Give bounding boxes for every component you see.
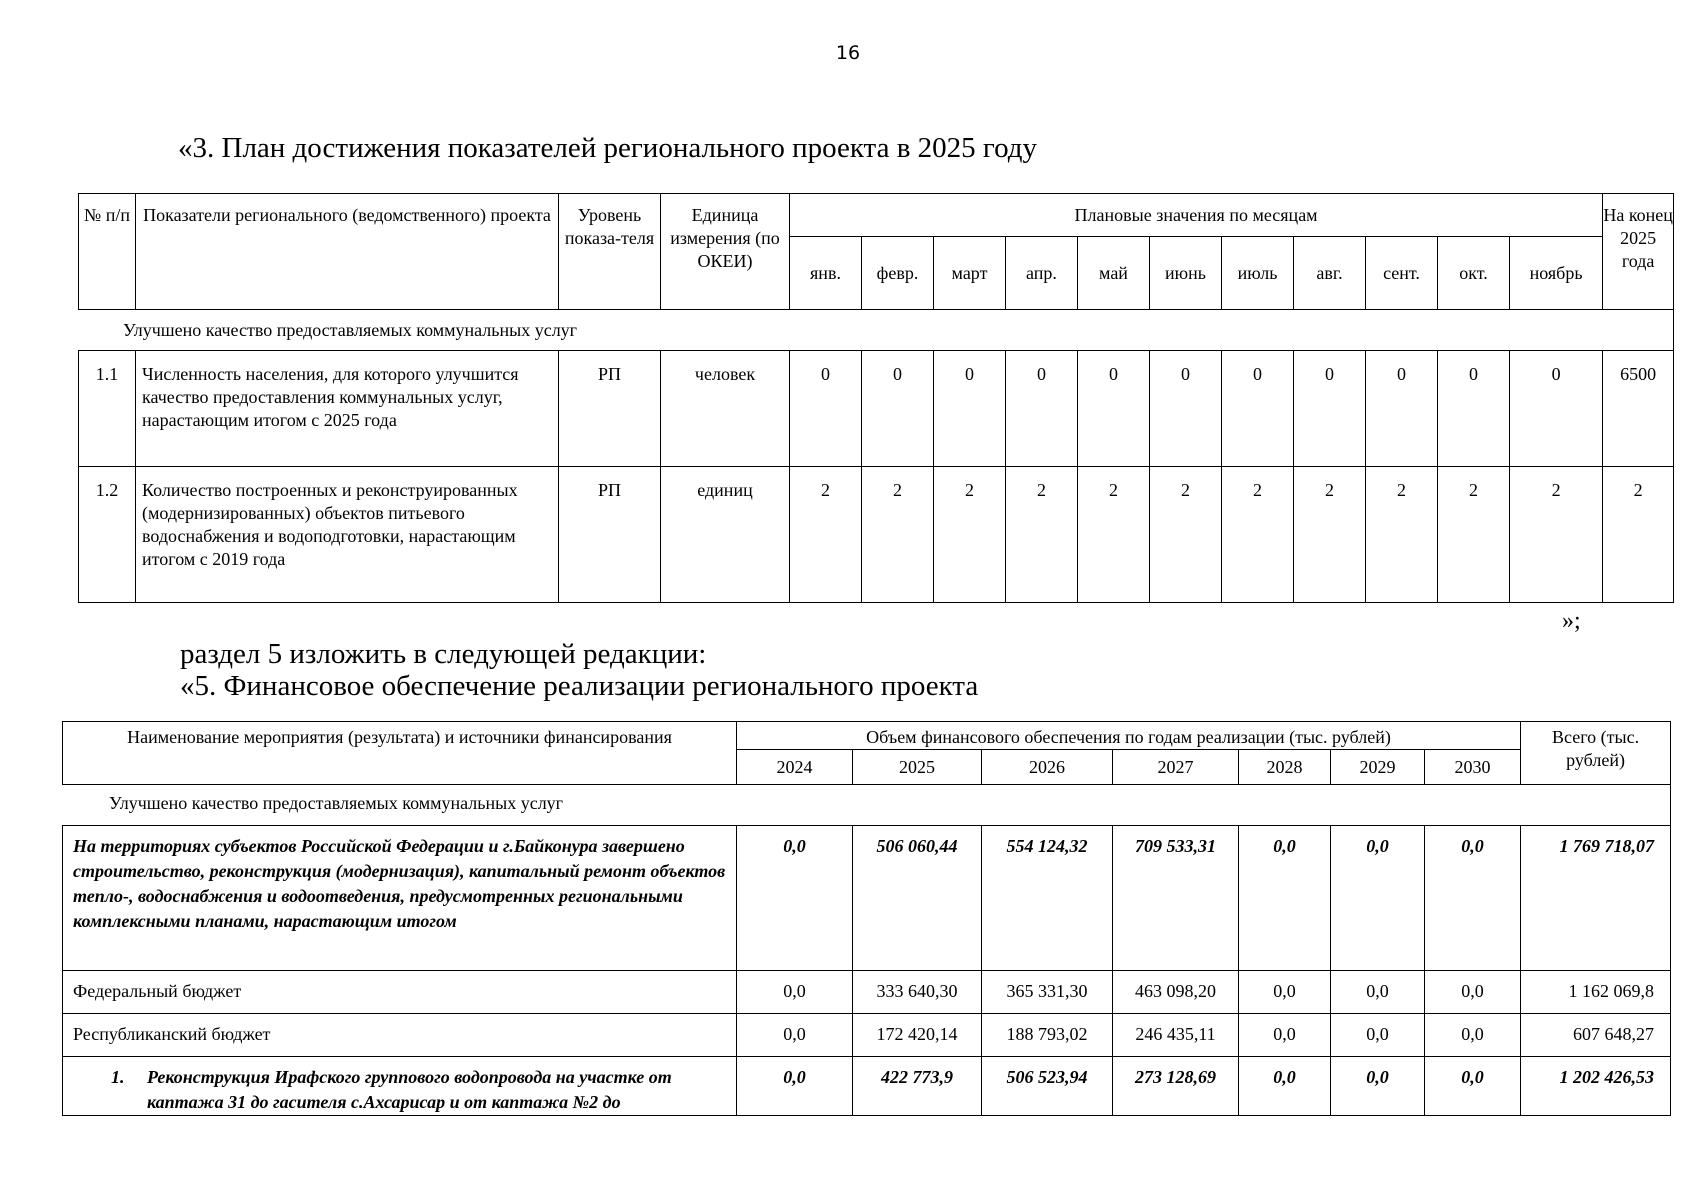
month-header: окт. xyxy=(1438,237,1510,310)
year-value: 0,0 xyxy=(1239,1014,1331,1057)
row-name: На территориях субъектов Российской Федерации и г.Байконура завершено строительство, реконструкция (модернизация), капитальный ремонт объектов тепло-, водоснабжения и водоотведения, предусмотренных региональными комплексными планами, нарастающим итогом xyxy=(63,826,737,971)
year-value: 333 640,30 xyxy=(853,971,982,1014)
header-plan: Плановые значения по месяцам xyxy=(790,194,1603,237)
month-value: 2 xyxy=(1150,467,1222,603)
month-header: июль xyxy=(1222,237,1294,310)
header-name: Наименование мероприятия (результата) и источники финансирования xyxy=(63,722,737,785)
year-value: 172 420,14 xyxy=(853,1014,982,1057)
year-value: 365 331,30 xyxy=(982,971,1113,1014)
year-value: 0,0 xyxy=(1239,971,1331,1014)
year-header: 2028 xyxy=(1239,750,1331,785)
month-header: июнь xyxy=(1150,237,1222,310)
year-value: 0,0 xyxy=(737,1057,853,1116)
row-name: Федеральный бюджет xyxy=(63,971,737,1014)
row-unit: единиц xyxy=(661,467,790,603)
month-value: 0 xyxy=(1150,351,1222,467)
row-level: РП xyxy=(559,351,661,467)
year-value: 0,0 xyxy=(1239,826,1331,971)
year-value: 0,0 xyxy=(1239,1057,1331,1116)
table-row xyxy=(79,351,1674,467)
year-header: 2029 xyxy=(1331,750,1425,785)
month-header: янв. xyxy=(790,237,862,310)
month-value: 0 xyxy=(1438,351,1510,467)
month-header: март xyxy=(934,237,1006,310)
row-indicator: Количество построенных и реконструированных (модернизированных) объектов питьевого водоснабжения и водоподготовки, нарастающим итогом с 2019 года xyxy=(136,467,559,603)
month-header: авг. xyxy=(1294,237,1366,310)
row-num: 1.1 xyxy=(79,351,136,467)
closing-quote: »; xyxy=(1562,608,1581,634)
year-value: 0,0 xyxy=(1425,1014,1521,1057)
group-title: Улучшено качество предоставляемых коммунальных услуг xyxy=(79,310,1674,351)
month-value: 0 xyxy=(934,351,1006,467)
row-level: РП xyxy=(559,467,661,603)
month-header: сент. xyxy=(1366,237,1438,310)
month-value: 2 xyxy=(1222,467,1294,603)
header-row xyxy=(79,194,1674,237)
row-name: Республиканский бюджет xyxy=(63,1014,737,1057)
section-3-title: «3. План достижения показателей регионального проекта в 2025 году xyxy=(178,132,1037,164)
table-row xyxy=(63,1057,1671,1116)
table-row xyxy=(63,971,1671,1014)
header-end: На конец 2025 года xyxy=(1603,194,1674,310)
month-value: 0 xyxy=(1294,351,1366,467)
month-header: апр. xyxy=(1006,237,1078,310)
year-header: 2030 xyxy=(1425,750,1521,785)
month-value: 2 xyxy=(1510,467,1603,603)
year-value: 709 533,31 xyxy=(1113,826,1239,971)
instruction-text: раздел 5 изложить в следующей редакции: xyxy=(180,638,707,670)
year-value: 0,0 xyxy=(737,826,853,971)
year-value: 0,0 xyxy=(1425,826,1521,971)
year-value: 188 793,02 xyxy=(982,1014,1113,1057)
year-value: 422 773,9 xyxy=(853,1057,982,1116)
total-value: 1 202 426,53 xyxy=(1521,1057,1671,1116)
year-value: 273 128,69 xyxy=(1113,1057,1239,1116)
year-header: 2027 xyxy=(1113,750,1239,785)
month-value: 0 xyxy=(1510,351,1603,467)
year-value: 554 124,32 xyxy=(982,826,1113,971)
group-row xyxy=(63,785,1671,826)
year-value: 463 098,20 xyxy=(1113,971,1239,1014)
row-unit: человек xyxy=(661,351,790,467)
header-num: № п/п xyxy=(79,194,136,310)
page-number: 16 xyxy=(835,42,861,64)
year-header: 2024 xyxy=(737,750,853,785)
header-level: Уровень показа-теля xyxy=(559,194,661,310)
month-value: 0 xyxy=(1078,351,1150,467)
year-value: 0,0 xyxy=(1331,1057,1425,1116)
total-value: 1 769 718,07 xyxy=(1521,826,1671,971)
month-value: 2 xyxy=(862,467,934,603)
total-value: 1 162 069,8 xyxy=(1521,971,1671,1014)
indicators-plan-table xyxy=(78,193,1674,603)
month-value: 0 xyxy=(862,351,934,467)
header-unit: Единица измерения (по ОКЕИ) xyxy=(661,194,790,310)
header-indicator: Показатели регионального (ведомственного) проекта xyxy=(136,194,559,310)
table-row xyxy=(63,1014,1671,1057)
year-value: 0,0 xyxy=(1331,1014,1425,1057)
table-row xyxy=(79,467,1674,603)
month-header: февр. xyxy=(862,237,934,310)
year-value: 0,0 xyxy=(1425,1057,1521,1116)
year-value: 0,0 xyxy=(737,971,853,1014)
year-value: 0,0 xyxy=(737,1014,853,1057)
total-value: 607 648,27 xyxy=(1521,1014,1671,1057)
month-value: 2 xyxy=(934,467,1006,603)
item-number: 1. xyxy=(111,1067,125,1087)
month-value: 2 xyxy=(1438,467,1510,603)
year-value: 506 060,44 xyxy=(853,826,982,971)
month-value: 0 xyxy=(790,351,862,467)
header-row xyxy=(63,722,1671,750)
row-num: 1.2 xyxy=(79,467,136,603)
month-value: 0 xyxy=(1222,351,1294,467)
end-value: 6500 xyxy=(1603,351,1674,467)
month-value: 0 xyxy=(1366,351,1438,467)
year-header: 2025 xyxy=(853,750,982,785)
row-indicator: Численность населения, для которого улучшится качество предоставления коммунальных услуг, нарастающим итогом с 2025 года xyxy=(136,351,559,467)
year-value: 0,0 xyxy=(1331,826,1425,971)
header-total: Всего (тыс. рублей) xyxy=(1521,722,1671,785)
financing-table xyxy=(62,721,1671,1116)
group-row xyxy=(79,310,1674,351)
row-name-item xyxy=(63,1057,737,1116)
month-value: 0 xyxy=(1006,351,1078,467)
year-value: 506 523,94 xyxy=(982,1057,1113,1116)
item-name: Реконструкция Ирафского группового водопровода на участке от каптажа 31 до гасителя с.Ахсарисар и от каптажа №2 до xyxy=(147,1067,672,1112)
month-header: май xyxy=(1078,237,1150,310)
year-value: 0,0 xyxy=(1425,971,1521,1014)
section-5-title: «5. Финансовое обеспечение реализации регионального проекта xyxy=(180,670,979,702)
month-value: 2 xyxy=(1006,467,1078,603)
table-row xyxy=(63,826,1671,971)
month-value: 2 xyxy=(1366,467,1438,603)
group-title: Улучшено качество предоставляемых коммунальных услуг xyxy=(63,785,1671,826)
year-value: 0,0 xyxy=(1331,971,1425,1014)
year-value: 246 435,11 xyxy=(1113,1014,1239,1057)
month-header: ноябрь xyxy=(1510,237,1603,310)
header-volume: Объем финансового обеспечения по годам реализации (тыс. рублей) xyxy=(737,722,1521,750)
year-header: 2026 xyxy=(982,750,1113,785)
end-value: 2 xyxy=(1603,467,1674,603)
month-value: 2 xyxy=(1294,467,1366,603)
month-value: 2 xyxy=(1078,467,1150,603)
month-value: 2 xyxy=(790,467,862,603)
